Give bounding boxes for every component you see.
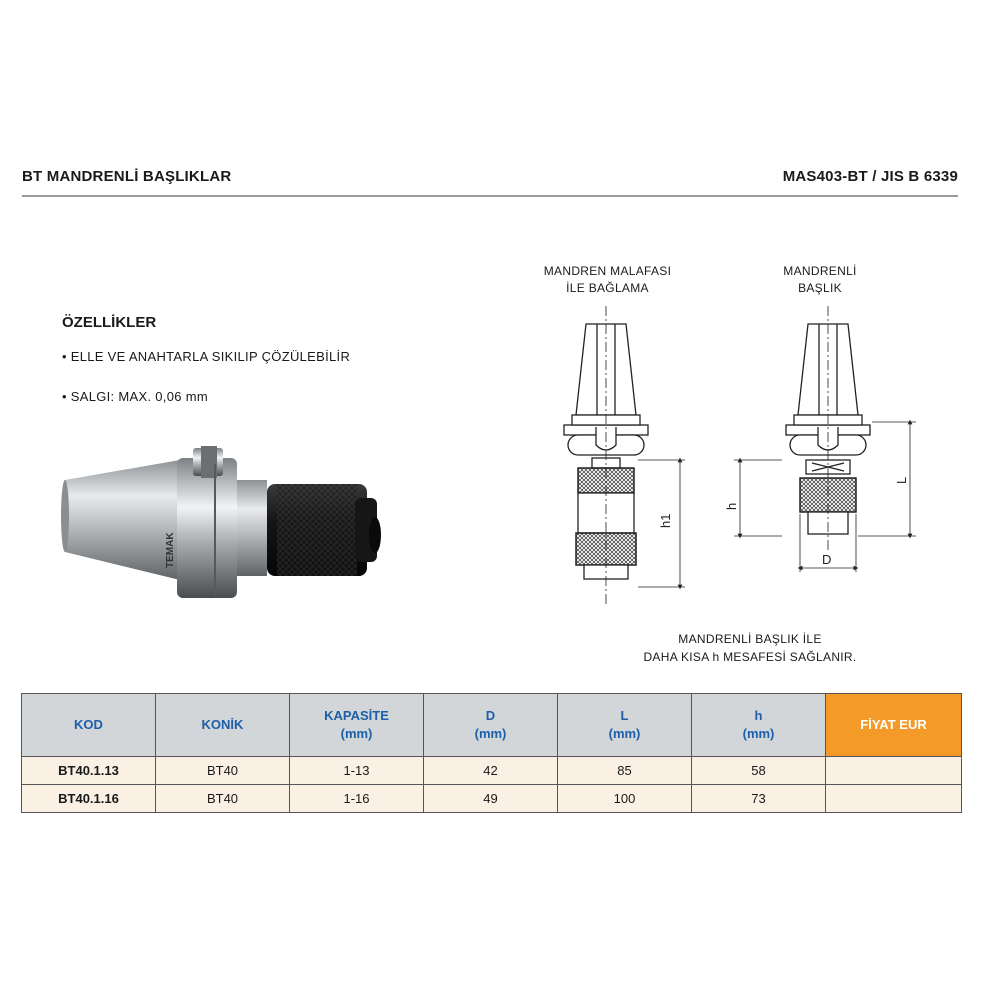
cell-d: 42 (424, 757, 558, 785)
header-divider (22, 195, 958, 197)
diagram-note: MANDRENLİ BAŞLIK İLE DAHA KISA h MESAFESİ SAĞLANIR. (643, 632, 857, 664)
features-title: ÖZELLİKLER (62, 314, 157, 331)
table-row (22, 785, 962, 813)
product-photo (55, 440, 395, 610)
table-row (22, 757, 962, 785)
col-header-h: h (mm) (692, 694, 826, 757)
cell-l: 85 (558, 757, 692, 785)
taper-shank (65, 460, 180, 580)
cell-konik: BT40 (156, 785, 290, 813)
flange (177, 458, 237, 598)
cell-konik: BT40 (156, 757, 290, 785)
cell-kod: BT40.1.13 (22, 757, 156, 785)
dim-L-label: L (894, 476, 909, 484)
left-diagram-caption: MANDREN MALAFASI İLE BAĞLAMA (543, 264, 672, 295)
cell-kapasite: 1-13 (290, 757, 424, 785)
col-header-d: D (mm) (424, 694, 558, 757)
right-diagram-caption: MANDRENLİ BAŞLIK (783, 264, 857, 295)
cell-kapasite: 1-16 (290, 785, 424, 813)
cell-price (826, 757, 962, 785)
cell-d: 49 (424, 785, 558, 813)
table-header-row (22, 694, 962, 757)
brand-mark: TEMAK (165, 532, 176, 568)
col-header-l: L (mm) (558, 694, 692, 757)
feature-item: • ELLE VE ANAHTARLA SIKILIP ÇÖZÜLEBİLİR (62, 349, 351, 364)
cell-h: 73 (692, 785, 826, 813)
spec-table (21, 693, 962, 813)
standard-label: MAS403-BT / JIS B 6339 (782, 168, 958, 185)
dim-h-label: h (724, 502, 739, 510)
col-header-price: FİYAT EUR (826, 694, 962, 757)
dim-D-label: D (822, 552, 832, 567)
col-header-kod: KOD (22, 694, 156, 757)
col-header-konik: KONİK (156, 694, 290, 757)
page-title: BT MANDRENLİ BAŞLIKLAR (22, 168, 232, 185)
cell-l: 100 (558, 785, 692, 813)
cell-price (826, 785, 962, 813)
col-header-kapasite: KAPASİTE (mm) (290, 694, 424, 757)
cell-h: 58 (692, 757, 826, 785)
technical-drawing (520, 300, 940, 615)
cell-kod: BT40.1.16 (22, 785, 156, 813)
dim-h1-label: h1 (658, 513, 673, 528)
feature-item: • SALGI: MAX. 0,06 mm (62, 389, 208, 404)
